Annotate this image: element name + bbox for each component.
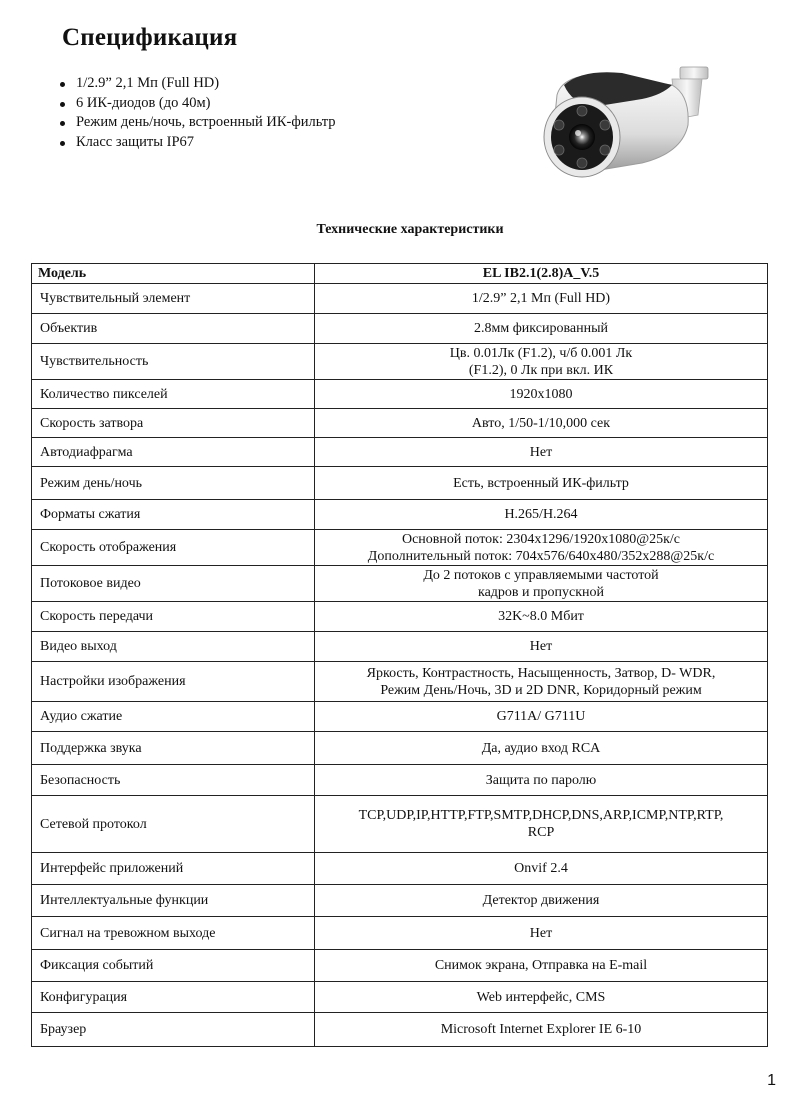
spec-value-line: До 2 потоков с управляемыми частотой [423, 567, 659, 583]
page-number: 1 [767, 1072, 776, 1089]
spec-value-cell: 1/2.9” 2,1 Мп (Full HD) [315, 284, 768, 314]
spec-value-cell: Да, аудио вход RCA [315, 732, 768, 765]
header-value-cell: EL IB2.1(2.8)A_V.5 [315, 264, 768, 284]
spec-key-cell: Сетевой протокол [32, 796, 315, 853]
header-key-cell: Модель [32, 264, 315, 284]
spec-value-cell: Web интерфейс, CMS [315, 982, 768, 1013]
table-row [32, 314, 768, 344]
bullet-camera-icon [522, 55, 727, 190]
feature-list [58, 74, 336, 152]
table-row [32, 950, 768, 982]
table-header-row [32, 264, 768, 284]
table-row [32, 380, 768, 409]
spec-value-cell: Детектор движения [315, 885, 768, 917]
spec-value-line: кадров и пропускной [477, 584, 604, 600]
spec-value-cell: Нет [315, 917, 768, 950]
table-row [32, 982, 768, 1013]
spec-value-line: (F1.2), 0 Лк при вкл. ИК [468, 362, 614, 378]
spec-key-cell: Видео выход [32, 632, 315, 662]
table-row [32, 500, 768, 530]
table-row [32, 796, 768, 853]
spec-value-cell: Защита по паролю [315, 765, 768, 796]
spec-key-cell: Поддержка звука [32, 732, 315, 765]
page-title: Спецификация [62, 24, 238, 51]
table-row [32, 566, 768, 602]
table-row [32, 917, 768, 950]
spec-key-cell: Скорость передачи [32, 602, 315, 632]
table-row [32, 602, 768, 632]
spec-key-cell: Количество пикселей [32, 380, 315, 409]
spec-value-cell [315, 530, 768, 566]
spec-value-cell [315, 662, 768, 702]
spec-value-cell [315, 796, 768, 853]
table-row [32, 632, 768, 662]
spec-value-line: RCP [527, 825, 555, 840]
spec-value-line: Дополнительный поток: 704x576/640x480/352x288@25к/с [367, 548, 715, 564]
spec-value-cell: 1920x1080 [315, 380, 768, 409]
spec-key-cell: Браузер [32, 1013, 315, 1047]
spec-value-cell: Авто, 1/50-1/10,000 сек [315, 409, 768, 438]
spec-value-cell: 32K~8.0 Мбит [315, 602, 768, 632]
table-row [32, 467, 768, 500]
table-row [32, 284, 768, 314]
spec-key-cell: Автодиафрагма [32, 438, 315, 467]
table-row [32, 885, 768, 917]
spec-value-cell: Есть, встроенный ИК-фильтр [315, 467, 768, 500]
spec-value-cell: Снимок экрана, Отправка на E-mail [315, 950, 768, 982]
spec-key-cell: Потоковое видео [32, 566, 315, 602]
spec-key-cell: Интерфейс приложений [32, 853, 315, 885]
table-row [32, 702, 768, 732]
spec-key-cell: Конфигурация [32, 982, 315, 1013]
spec-value-cell: Нет [315, 438, 768, 467]
table-row [32, 662, 768, 702]
spec-key-cell: Безопасность [32, 765, 315, 796]
spec-value-line: Цв. 0.01Лк (F1.2), ч/б 0.001 Лк [449, 345, 633, 361]
spec-value-line: TCP,UDP,IP,HTTP,FTP,SMTP,DHCP,DNS,ARP,ICMP,NTP,RTP, [358, 808, 724, 823]
spec-key-cell: Аудио сжатие [32, 702, 315, 732]
spec-value-cell: H.265/H.264 [315, 500, 768, 530]
feature-item: 1/2.9” 2,1 Мп (Full HD) [58, 74, 336, 94]
spec-value-cell: Нет [315, 632, 768, 662]
spec-value-cell [315, 566, 768, 602]
spec-value-line: Основной поток: 2304x1296/1920x1080@25к/с [401, 531, 681, 547]
spec-key-cell: Фиксация событий [32, 950, 315, 982]
spec-key-cell: Скорость отображения [32, 530, 315, 566]
table-caption: Технические характеристики [316, 222, 504, 237]
feature-item: Режим день/ночь, встроенный ИК-фильтр [58, 113, 336, 133]
feature-item: 6 ИК-диодов (до 40м) [58, 94, 336, 114]
table-row [32, 530, 768, 566]
table-row [32, 409, 768, 438]
spec-key-cell: Настройки изображения [32, 662, 315, 702]
spec-key-cell: Чувствительный элемент [32, 284, 315, 314]
table-row [32, 765, 768, 796]
spec-table [31, 263, 768, 1047]
table-row [32, 1013, 768, 1047]
spec-key-cell: Интеллектуальные функции [32, 885, 315, 917]
spec-value-cell: Microsoft Internet Explorer IE 6-10 [315, 1013, 768, 1047]
spec-key-cell: Скорость затвора [32, 409, 315, 438]
spec-key-cell: Форматы сжатия [32, 500, 315, 530]
spec-value-cell: Onvif 2.4 [315, 853, 768, 885]
table-row [32, 853, 768, 885]
table-row [32, 732, 768, 765]
spec-value-line: Режим День/Ночь, 3D и 2D DNR, Коридорный режим [380, 682, 702, 698]
spec-value-line: Яркость, Контрастность, Насыщенность, Затвор, D- WDR, [366, 665, 716, 681]
spec-key-cell: Чувствительность [32, 344, 315, 380]
spec-key-cell: Объектив [32, 314, 315, 344]
spec-value-cell: G711A/ G711U [315, 702, 768, 732]
spec-value-cell: 2.8мм фиксированный [315, 314, 768, 344]
spec-key-cell: Режим день/ночь [32, 467, 315, 500]
feature-item: Класс защиты IP67 [58, 133, 336, 153]
spec-key-cell: Сигнал на тревожном выходе [32, 917, 315, 950]
table-row [32, 438, 768, 467]
table-row [32, 344, 768, 380]
spec-value-cell [315, 344, 768, 380]
